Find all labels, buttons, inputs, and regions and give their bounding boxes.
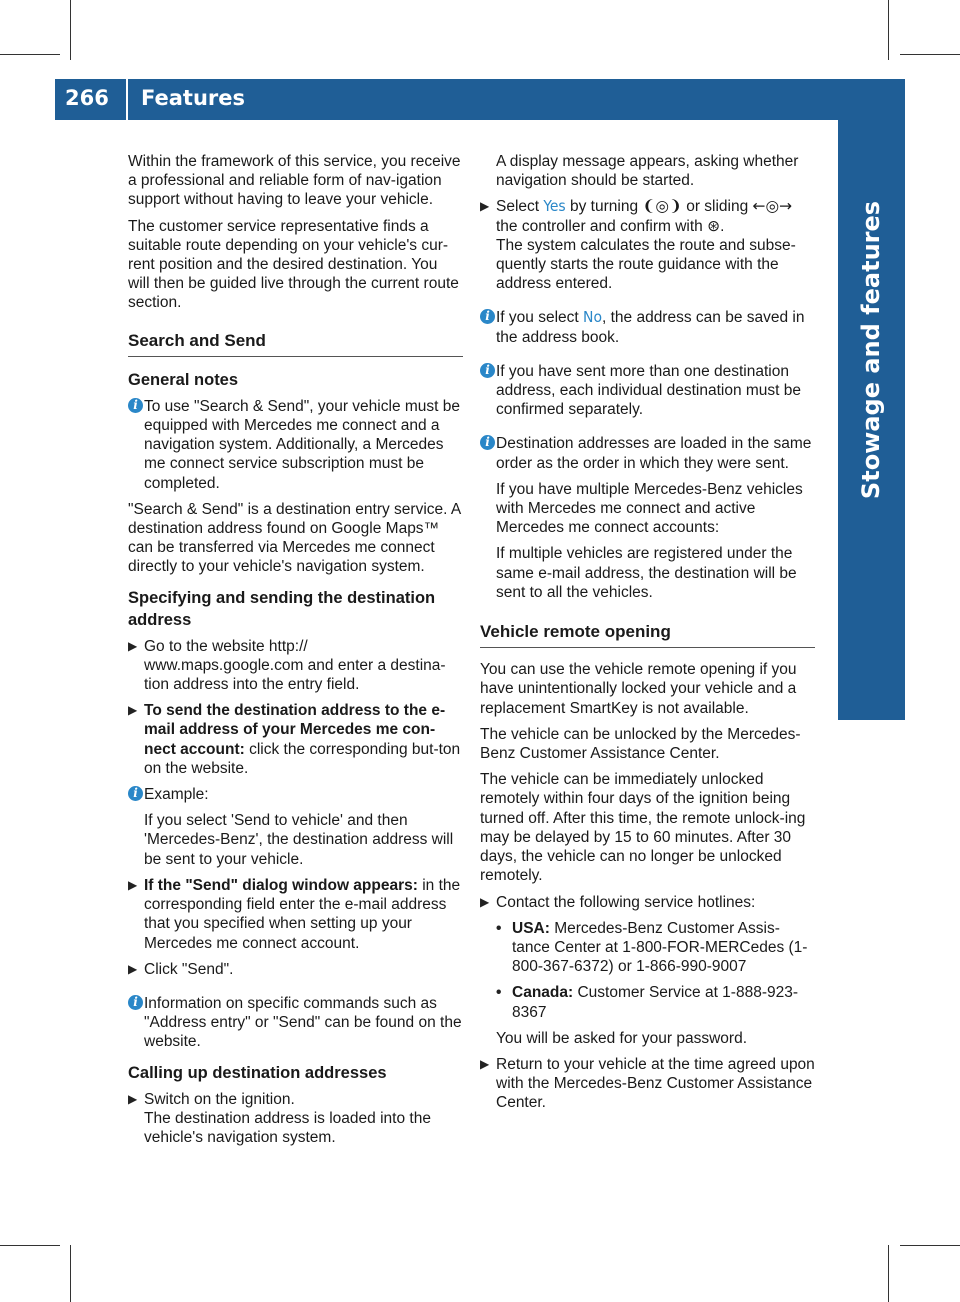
bullet-text: Mercedes-Benz Customer Assis-tance Center at 1-800-FOR-MERCedes (1-800-367-6372) or 1-866-990-9007: [512, 919, 808, 976]
step-text: the controller and confirm with: [496, 217, 708, 235]
step: [128, 701, 463, 778]
intro-paragraph: The customer service representative finds a suitable route depending on your vehicle's cur-rent position and the desired destination. You will then be guided live through the current route section.: [128, 217, 459, 312]
info-icon: i: [480, 435, 495, 450]
heading-general-notes: General notes: [128, 370, 239, 389]
info-note-text: Destination addresses are loaded in the same order as the order in which they were sent.: [496, 435, 812, 472]
heading-rule: [480, 647, 815, 648]
bullet-item: [496, 983, 815, 1021]
info-note-text: If you have sent more than one destination address, each individual destination must be confirmed separately.: [496, 362, 802, 419]
step: [480, 893, 815, 912]
bullet-icon: •: [496, 984, 502, 1002]
info-icon: i: [480, 309, 495, 324]
step-text: .: [720, 217, 725, 235]
info-icon: i: [480, 363, 495, 378]
step: [128, 876, 463, 953]
arrow-icon: ▶: [128, 638, 138, 653]
arrow-icon: ▶: [480, 1056, 490, 1071]
heading-vehicle-remote-opening: Vehicle remote opening: [480, 622, 671, 642]
arrow-icon: ▶: [128, 703, 138, 718]
info-note: [128, 994, 463, 1052]
paragraph: The vehicle can be unlocked by the Mercedes-Benz Customer Assistance Center.: [480, 725, 801, 763]
step: [128, 1090, 463, 1148]
crop-mark: [900, 1245, 960, 1246]
display-text-no: No: [583, 308, 602, 327]
crop-mark: [70, 1245, 71, 1302]
bullet-icon: •: [496, 919, 502, 937]
paragraph: The vehicle can be immediately unlocked remotely within four days of the ignition being turned off. After this time, the remote unlock-ing may be delayed by 15 to 60 minutes. After 30 days, the vehicle can no longer be unlocked remotely.: [480, 771, 806, 885]
info-icon: i: [128, 995, 143, 1010]
bullet-label: USA:: [512, 919, 550, 937]
info-continued: If you have multiple Mercedes-Benz vehicles with Mercedes me connect and active Mercedes me connect accounts:: [496, 480, 803, 537]
step-text: Switch on the ignition.: [144, 1090, 295, 1108]
info-note-text: If you select: [496, 309, 584, 327]
heading-specifying: Specifying and sending the destination address: [128, 588, 436, 629]
crop-mark: [0, 1245, 60, 1246]
password-note: You will be asked for your password.: [496, 1029, 748, 1047]
info-note: [480, 362, 815, 420]
controller-slide-icon: ←◎→: [752, 197, 793, 216]
paragraph: "Search & Send" is a destination entry service. A destination address found on Google Maps™ can be transferred via Mercedes me connect directly to your vehicle's navigation system.: [128, 500, 461, 576]
arrow-icon: ▶: [480, 199, 490, 214]
info-note-text: Example:: [144, 786, 209, 804]
bullet-text: Customer Service at 1-888-923-8367: [512, 984, 799, 1021]
info-continued: If multiple vehicles are registered under the same e-mail address, the destination will be sent to all the vehicles.: [496, 545, 797, 601]
step: [480, 197, 815, 293]
step-text: in the corresponding field enter the e-mail address that you specified when setting up your Mercedes me connect account.: [144, 876, 461, 952]
right-column: [480, 152, 815, 1120]
step-bold-text: If the "Send" dialog window appears:: [144, 876, 418, 894]
header-divider: [126, 79, 128, 120]
step-text: Click "Send".: [144, 960, 234, 978]
step-result-text: The destination address is loaded into the vehicle's navigation system.: [144, 1109, 431, 1146]
info-note: [480, 308, 815, 346]
step-text: or sliding: [681, 198, 753, 216]
info-note: [480, 434, 815, 472]
step-text: Return to your vehicle at the time agreed upon with the Mercedes-Benz Customer Assistance Center.: [496, 1055, 815, 1112]
crop-mark: [888, 1245, 889, 1302]
step: [128, 637, 463, 695]
step: [128, 960, 463, 979]
step-text: Contact the following service hotlines:: [496, 893, 756, 911]
info-note: [128, 397, 463, 493]
step-result-text: The system calculates the route and subse-quently starts the route guidance with the address entered.: [496, 236, 796, 293]
crop-mark: [900, 54, 960, 55]
crop-mark: [888, 0, 889, 60]
step-text: click the corresponding but-ton on the website.: [144, 740, 461, 777]
paragraph: You can use the vehicle remote opening if you have unintentionally locked your vehicle and a replacement SmartKey is not available.: [480, 661, 797, 717]
controller-press-icon: ⊛: [707, 216, 721, 235]
section-title: Features: [141, 86, 245, 110]
info-note-text: To use "Search & Send", your vehicle must be equipped with Mercedes me connect and a navigation system. Additionally, a Mercedes me connect service subscription must be completed.: [144, 397, 461, 492]
side-tab-label: Stowage and features: [857, 200, 885, 500]
step-bold-text: To send the destination address to the e-mail address of your Mercedes me con-nect account:: [144, 702, 446, 758]
continued-text: A display message appears, asking whether navigation should be started.: [496, 153, 799, 190]
page-number: 266: [65, 86, 109, 110]
heading-calling-up: Calling up destination addresses: [128, 1063, 387, 1082]
info-note-text: , the address can be saved in the address book.: [496, 309, 805, 346]
bullet-label: Canada:: [512, 984, 574, 1002]
info-icon: i: [128, 398, 143, 413]
display-text-yes: Yes: [543, 197, 566, 216]
left-column: [128, 152, 463, 1154]
info-icon: i: [128, 786, 143, 801]
arrow-icon: ▶: [128, 961, 138, 976]
arrow-icon: ▶: [480, 894, 490, 909]
arrow-icon: ▶: [128, 877, 138, 892]
bullet-item: [496, 919, 815, 977]
info-note-text: Information on specific commands such as "Address entry" or "Send" can be found on the website.: [144, 994, 462, 1051]
arrow-icon: ▶: [128, 1091, 138, 1106]
controller-turn-icon: ❨◎❩: [642, 197, 682, 216]
crop-mark: [0, 54, 60, 55]
step-text: Select: [496, 198, 544, 216]
heading-rule: [128, 356, 463, 357]
intro-paragraph: Within the framework of this service, you receive a professional and reliable form of nav-igation support without having to leave your vehicle.: [128, 153, 461, 209]
example-text: If you select 'Send to vehicle' and then 'Mercedes-Benz', the destination address will be sent to your vehicle.: [144, 812, 454, 868]
step-text: by turning: [565, 198, 643, 216]
crop-mark: [70, 0, 71, 60]
step: [480, 1055, 815, 1113]
info-note: [128, 785, 463, 804]
step-text: Go to the website http:// www.maps.google.com and enter a destina-tion address into the entry field.: [144, 637, 446, 694]
heading-search-and-send: Search and Send: [128, 330, 266, 350]
